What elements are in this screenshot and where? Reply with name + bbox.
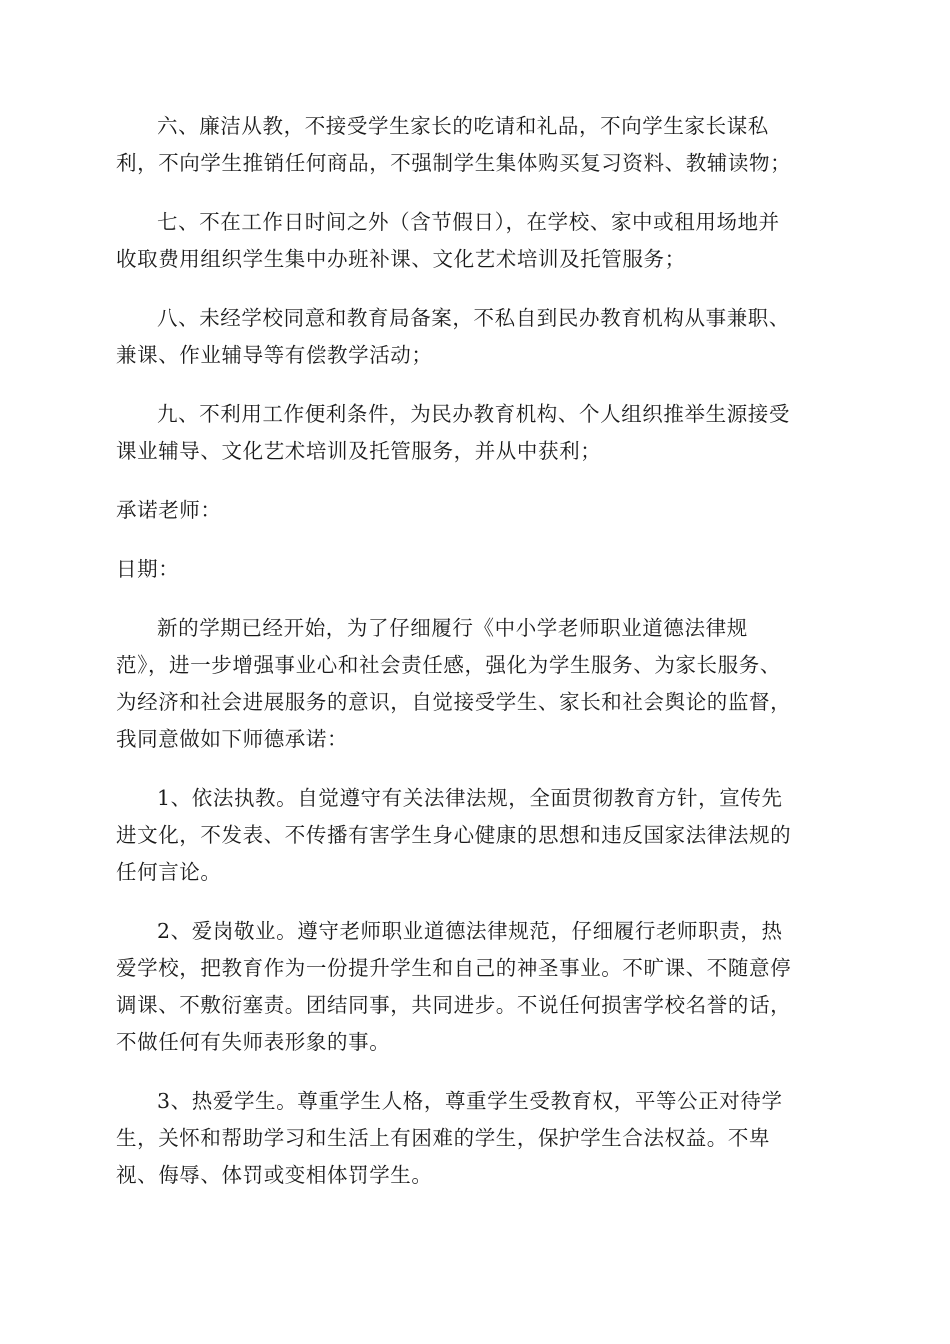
- text-line: 利，不向学生推销任何商品，不强制学生集体购买复习资料、教辅读物；: [116, 151, 792, 175]
- intro-paragraph: [116, 610, 832, 758]
- text-line: 视、侮辱、体罚或变相体罚学生。: [116, 1163, 433, 1187]
- clause-six: [116, 108, 832, 182]
- text-line: 六、廉洁从教，不接受学生家长的吃请和礼品，不向学生家长谋私: [157, 114, 769, 138]
- pledge-item-2: [116, 913, 832, 1061]
- text-line: 兼课、作业辅导等有偿教学活动；: [116, 343, 433, 367]
- signature-date: [116, 551, 832, 588]
- text-line: 为经济和社会进展服务的意识，自觉接受学生、家长和社会舆论的监督，: [116, 690, 792, 714]
- text-line: 1、依法执教。自觉遵守有关法律法规，全面贯彻教育方针，宣传先: [157, 786, 783, 810]
- text-line: 课业辅导、文化艺术培训及托管服务，并从中获利；: [116, 439, 602, 463]
- clause-eight: [116, 300, 832, 374]
- text-line: 收取费用组织学生集中办班补课、文化艺术培训及托管服务；: [116, 247, 686, 271]
- text-line: 调课、不敷衍塞责。团结同事，共同进步。不说任何损害学校名誉的话，: [116, 993, 792, 1017]
- pledge-item-1: [116, 780, 832, 891]
- signature-teacher: [116, 492, 832, 529]
- clause-seven: [116, 204, 832, 278]
- text-line: 任何言论。: [116, 860, 222, 884]
- text-line: 七、不在工作日时间之外（含节假日），在学校、家中或租用场地并: [157, 210, 780, 234]
- text-line: 日期：: [116, 557, 180, 581]
- text-line: 承诺老师：: [116, 498, 222, 522]
- document-body: [116, 108, 832, 1216]
- text-line: 八、未经学校同意和教育局备案，不私自到民办教育机构从事兼职、: [157, 306, 790, 330]
- text-line: 我同意做如下师德承诺：: [116, 727, 349, 751]
- pledge-item-3: [116, 1083, 832, 1194]
- text-line: 不做任何有失师表形象的事。: [116, 1030, 391, 1054]
- clause-nine: [116, 396, 832, 470]
- text-line: 进文化，不发表、不传播有害学生身心健康的思想和违反国家法律法规的: [116, 823, 792, 847]
- text-line: 生，关怀和帮助学习和生活上有困难的学生，保护学生合法权益。不卑: [116, 1126, 771, 1150]
- text-line: 范》，进一步增强事业心和社会责任感，强化为学生服务、为家长服务、: [116, 653, 781, 677]
- text-line: 爱学校，把教育作为一份提升学生和自己的神圣事业。不旷课、不随意停: [116, 956, 792, 980]
- text-line: 九、不利用工作便利条件，为民办教育机构、个人组织推举生源接受: [157, 402, 790, 426]
- text-line: 3、热爱学生。尊重学生人格，尊重学生受教育权，平等公正对待学: [157, 1089, 783, 1113]
- text-line: 2、爱岗敬业。遵守老师职业道德法律规范，仔细履行老师职责，热: [157, 919, 783, 943]
- text-line: 新的学期已经开始，为了仔细履行《中小学老师职业道德法律规: [157, 616, 748, 640]
